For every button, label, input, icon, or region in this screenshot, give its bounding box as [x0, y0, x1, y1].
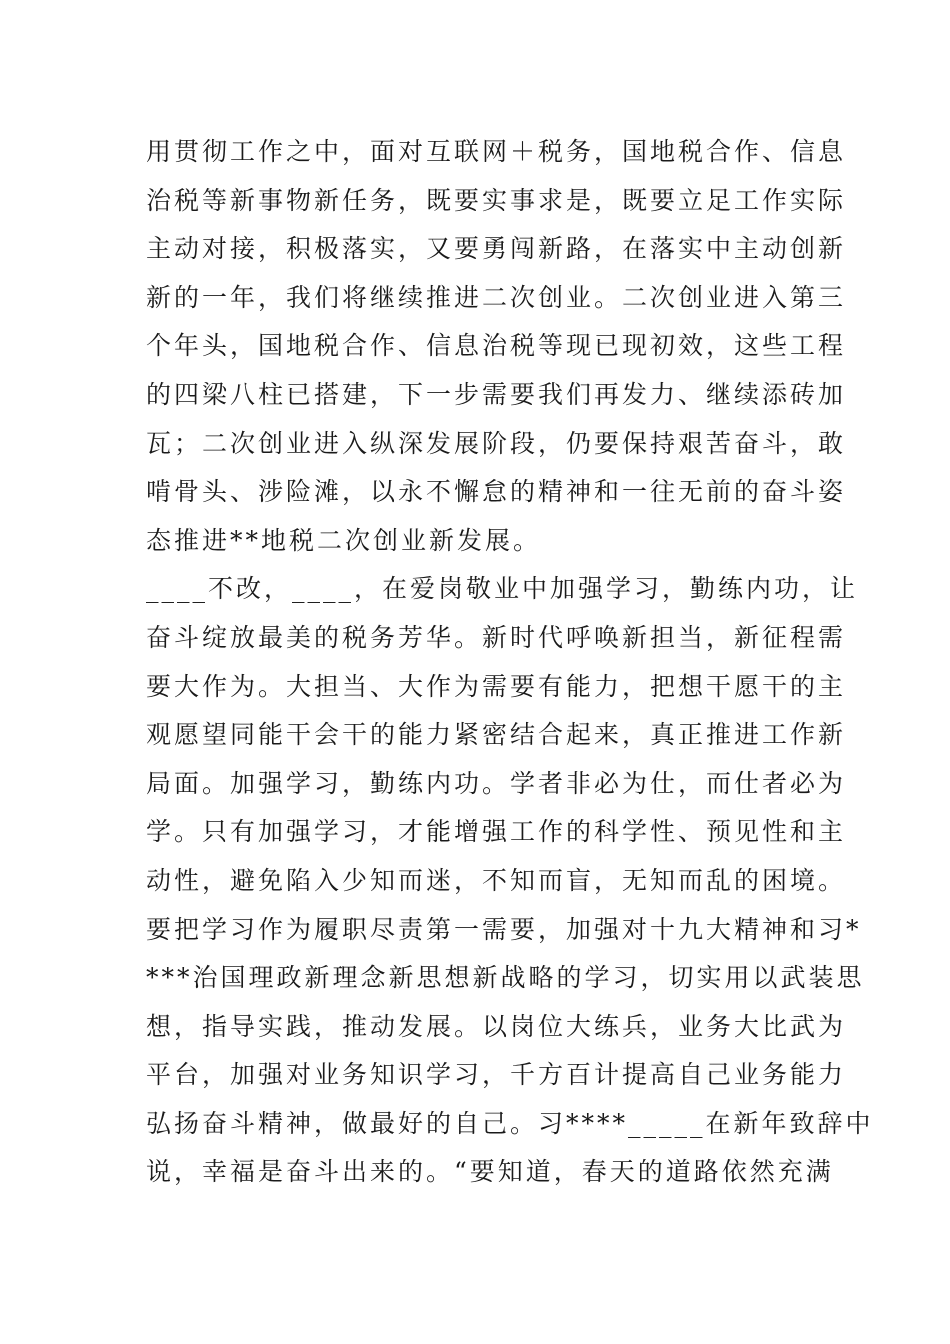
text-line: 要把学习作为履职尽责第一需要，加强对十九大精神和习* [146, 914, 862, 944]
text-line: 治税等新事物新任务，既要实事求是，既要立足工作实际 [146, 185, 847, 215]
text-line: 奋斗绽放最美的税务芳华。新时代呼唤新担当，新征程需 [146, 622, 847, 652]
text-line: 个年头，国地税合作、信息治税等现已现初效，这些工程 [146, 331, 847, 361]
text-line: 要大作为。大担当、大作为需要有能力，把想干愿干的主 [146, 671, 847, 701]
text-line: 平台，加强对业务知识学习，千方百计提高自己业务能力 [146, 1060, 847, 1090]
text-line: 瓦；二次创业进入纵深发展阶段，仍要保持艰苦奋斗，敢 [146, 428, 847, 458]
text-line: 啃骨头、涉险滩，以永不懈怠的精神和一往无前的奋斗姿 [146, 477, 847, 507]
text-line: 的四梁八柱已搭建，下一步需要我们再发力、继续添砖加 [146, 379, 847, 409]
text-line: ____不改，____，在爱岗敬业中加强学习，勤练内功，让 [146, 574, 859, 604]
text-line: 学。只有加强学习，才能增强工作的科学性、预见性和主 [146, 817, 847, 847]
text-line: 用贯彻工作之中，面对互联网＋税务，国地税合作、信息 [146, 137, 847, 166]
text-line: ***治国理政新理念新思想新战略的学习，切实用以武装思 [146, 963, 865, 993]
text-line: 想，指导实践，推动发展。以岗位大练兵，业务大比武为 [146, 1011, 847, 1041]
text-line: 观愿望同能干会干的能力紧密结合起来，真正推进工作新 [146, 720, 847, 750]
text-line: 新的一年，我们将继续推进二次创业。二次创业进入第三 [146, 282, 847, 312]
text-line: 弘扬奋斗精神，做最好的自己。习****_____在新年致辞中 [146, 1108, 874, 1138]
text-line: 态推进**地税二次创业新发展。 [146, 525, 542, 555]
text-line: 主动对接，积极落实，又要勇闯新路，在落实中主动创新 [146, 234, 847, 264]
body-text [146, 128, 874, 1197]
text-line: 动性，避免陷入少知而迷，不知而盲，无知而乱的困境。 [146, 865, 847, 895]
text-line: 局面。加强学习，勤练内功。学者非必为仕，而仕者必为 [146, 768, 847, 798]
text-line: 说，幸福是奋斗出来的。“要知道，春天的道路依然充满 [146, 1157, 834, 1187]
